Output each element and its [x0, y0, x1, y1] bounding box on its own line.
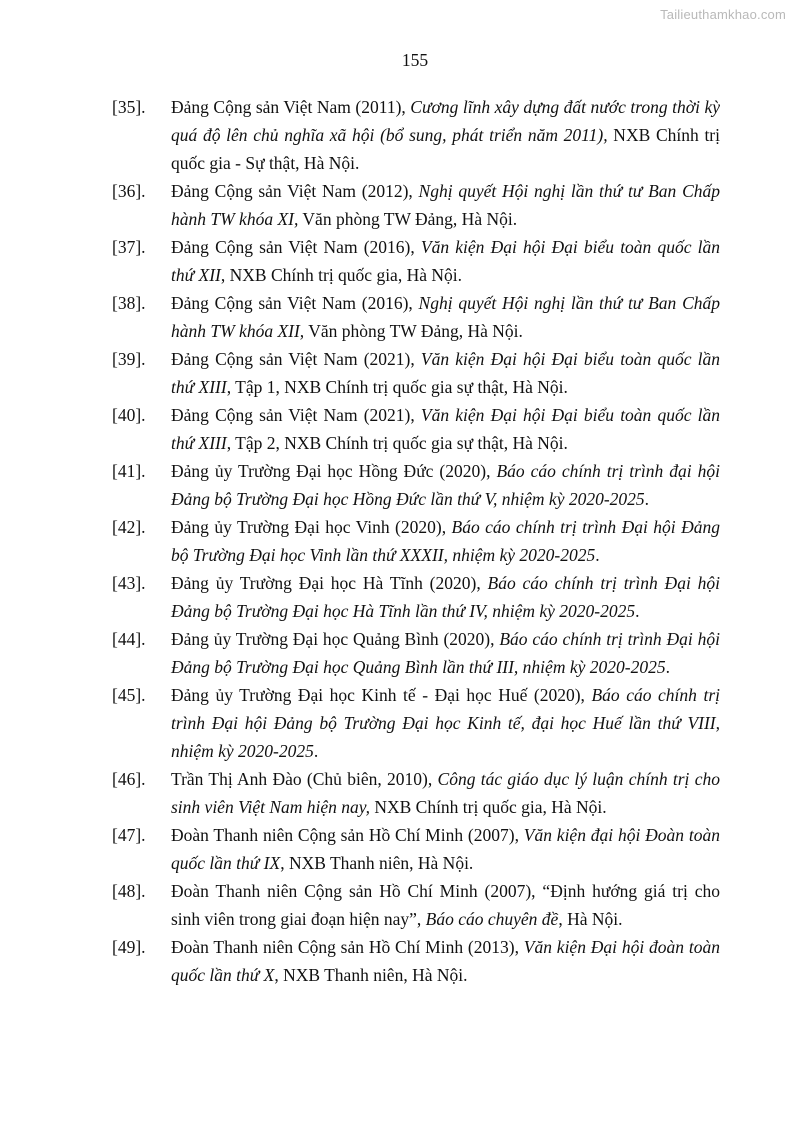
reference-text — [171, 765, 720, 821]
reference-item — [112, 345, 720, 401]
reference-segment: , NXB Thanh niên, Hà Nội. — [274, 965, 468, 985]
reference-text — [171, 681, 720, 765]
reference-list — [112, 93, 720, 989]
reference-title: Văn kiện đại hội Đoàn toàn quốc lần thứ IX — [171, 825, 720, 873]
reference-segment: , Hà Nội. — [558, 909, 623, 929]
reference-text — [171, 457, 720, 513]
reference-segment: Đảng Cộng sản Việt Nam (2021), — [171, 405, 421, 425]
reference-number: [38]. — [112, 293, 146, 313]
reference-number: [47]. — [112, 825, 146, 845]
reference-item — [112, 681, 720, 765]
reference-segment: Trần Thị Anh Đào (Chủ biên, 2010), — [171, 769, 438, 789]
reference-item — [112, 457, 720, 513]
reference-title: Công tác giáo dục lý luận chính trị cho sinh viên Việt Nam hiện nay, — [171, 769, 720, 817]
reference-text — [171, 345, 720, 401]
reference-segment: NXB Chính trị quốc gia, Hà Nội. — [369, 797, 607, 817]
reference-segment: , Tập 1, NXB Chính trị quốc gia sự thật, Hà Nội. — [226, 377, 568, 397]
reference-text — [171, 625, 720, 681]
reference-segment: Đoàn Thanh niên Cộng sản Hồ Chí Minh (2007), — [171, 825, 524, 845]
reference-segment: Văn phòng TW Đảng, Hà Nội. — [298, 209, 518, 229]
reference-text — [171, 933, 720, 989]
reference-text — [171, 877, 720, 933]
reference-number: [41]. — [112, 461, 146, 481]
reference-segment: Đảng Cộng sản Việt Nam (2021), — [171, 349, 421, 369]
reference-title: Nghị quyết Hội nghị lần thứ tư Ban Chấp hành TW khóa XI, — [171, 181, 720, 229]
reference-segment: Đảng ủy Trường Đại học Hồng Đức (2020), — [171, 461, 497, 481]
reference-segment: . — [595, 545, 600, 565]
reference-item — [112, 177, 720, 233]
reference-number: [44]. — [112, 629, 146, 649]
reference-number: [37]. — [112, 237, 146, 257]
reference-item — [112, 93, 720, 177]
reference-segment: Đoàn Thanh niên Cộng sản Hồ Chí Minh (2007), “Định hướng giá trị cho sinh viên trong giai đoạn hiện nay”, — [171, 881, 720, 929]
reference-item — [112, 233, 720, 289]
reference-number: [45]. — [112, 685, 146, 705]
reference-number: [35]. — [112, 97, 146, 117]
reference-number: [42]. — [112, 517, 146, 537]
reference-segment: Đảng ủy Trường Đại học Quảng Bình (2020), — [171, 629, 500, 649]
reference-title: Văn kiện Đại hội đoàn toàn quốc lần thứ X — [171, 937, 720, 985]
reference-text — [171, 93, 720, 177]
reference-number: [43]. — [112, 573, 146, 593]
reference-title: Báo cáo chính trị trình Đại hội Đảng bộ Trường Đại học Quảng Bình lần thứ III, nhiệm kỳ 2020-2025 — [171, 629, 720, 677]
reference-title: Văn kiện Đại hội Đại biểu toàn quốc lần thứ XIII — [171, 349, 721, 397]
reference-title: Cương lĩnh xây dựng đất nước trong thời kỳ quá độ lên chủ nghĩa xã hội (bổ sung, phát triển năm 2011), — [171, 97, 720, 145]
reference-number: [40]. — [112, 405, 146, 425]
reference-item — [112, 821, 720, 877]
reference-number: [48]. — [112, 881, 146, 901]
reference-segment: , Tập 2, NXB Chính trị quốc gia sự thật, Hà Nội. — [226, 433, 568, 453]
reference-segment: Đảng Cộng sản Việt Nam (2016), — [171, 237, 421, 257]
reference-text — [171, 233, 720, 289]
reference-segment: NXB Chính trị quốc gia - Sự thật, Hà Nội. — [171, 125, 720, 173]
reference-item — [112, 569, 720, 625]
reference-segment: Đoàn Thanh niên Cộng sản Hồ Chí Minh (2013), — [171, 937, 524, 957]
reference-item — [112, 765, 720, 821]
reference-title: Báo cáo chuyên đề — [425, 909, 559, 929]
reference-segment: Đảng Cộng sản Việt Nam (2011), — [171, 97, 411, 117]
reference-segment: , NXB Thanh niên, Hà Nội. — [280, 853, 474, 873]
reference-text — [171, 569, 720, 625]
reference-segment: . — [665, 657, 670, 677]
reference-number: [36]. — [112, 181, 146, 201]
reference-item — [112, 933, 720, 989]
reference-segment: . — [313, 741, 319, 761]
reference-title: Nghị quyết Hội nghị lần thứ tư Ban Chấp hành TW khóa XII, — [171, 293, 720, 341]
reference-number: [49]. — [112, 937, 146, 957]
reference-segment: Đảng Cộng sản Việt Nam (2012), — [171, 181, 419, 201]
reference-text — [171, 177, 720, 233]
watermark: Tailieuthamkhao.com — [660, 7, 786, 22]
reference-segment: Đảng ủy Trường Đại học Vinh (2020), — [171, 517, 452, 537]
reference-title: Báo cáo chính trị trình Đại hội Đảng bộ Trường Đại học Vinh lần thứ XXXII, nhiệm kỳ 2020-2025 — [171, 517, 720, 565]
reference-title: Văn kiện Đại hội Đại biểu toàn quốc lần thứ XIII — [171, 405, 721, 453]
reference-item — [112, 289, 720, 345]
reference-segment: , NXB Chính trị quốc gia, Hà Nội. — [220, 265, 462, 285]
reference-item — [112, 401, 720, 457]
reference-title: Văn kiện Đại hội Đại biểu toàn quốc lần thứ XII — [171, 237, 721, 285]
reference-number: [46]. — [112, 769, 146, 789]
reference-segment: Văn phòng TW Đảng, Hà Nội. — [304, 321, 523, 341]
reference-text — [171, 821, 720, 877]
reference-segment: Đảng ủy Trường Đại học Hà Tĩnh (2020), — [171, 573, 488, 593]
reference-item — [112, 877, 720, 933]
reference-number: [39]. — [112, 349, 146, 369]
reference-text — [171, 289, 720, 345]
reference-segment: . — [644, 489, 650, 509]
reference-item — [112, 513, 720, 569]
reference-title: Báo cáo chính trị trình Đại hội Đảng bộ Trường Đại học Hà Tĩnh lần thứ IV, nhiệm kỳ 2020-2025 — [171, 573, 720, 621]
reference-segment: . — [635, 601, 640, 621]
page-number: 155 — [401, 50, 429, 70]
reference-item — [112, 625, 720, 681]
reference-text — [171, 401, 720, 457]
reference-segment: Đảng ủy Trường Đại học Kinh tế - Đại học Huế (2020), — [171, 685, 592, 705]
reference-text — [171, 513, 720, 569]
reference-segment: Đảng Cộng sản Việt Nam (2016), — [171, 293, 419, 313]
reference-title: Báo cáo chính trị trình Đại hội Đảng bộ Trường Đại học Kinh tế, đại học Huế lần thứ VIII, nhiệm kỳ 2020-2025 — [171, 685, 720, 761]
reference-title: Báo cáo chính trị trình đại hội Đảng bộ Trường Đại học Hồng Đức lần thứ V, nhiệm kỳ 2020-2025 — [171, 461, 720, 509]
